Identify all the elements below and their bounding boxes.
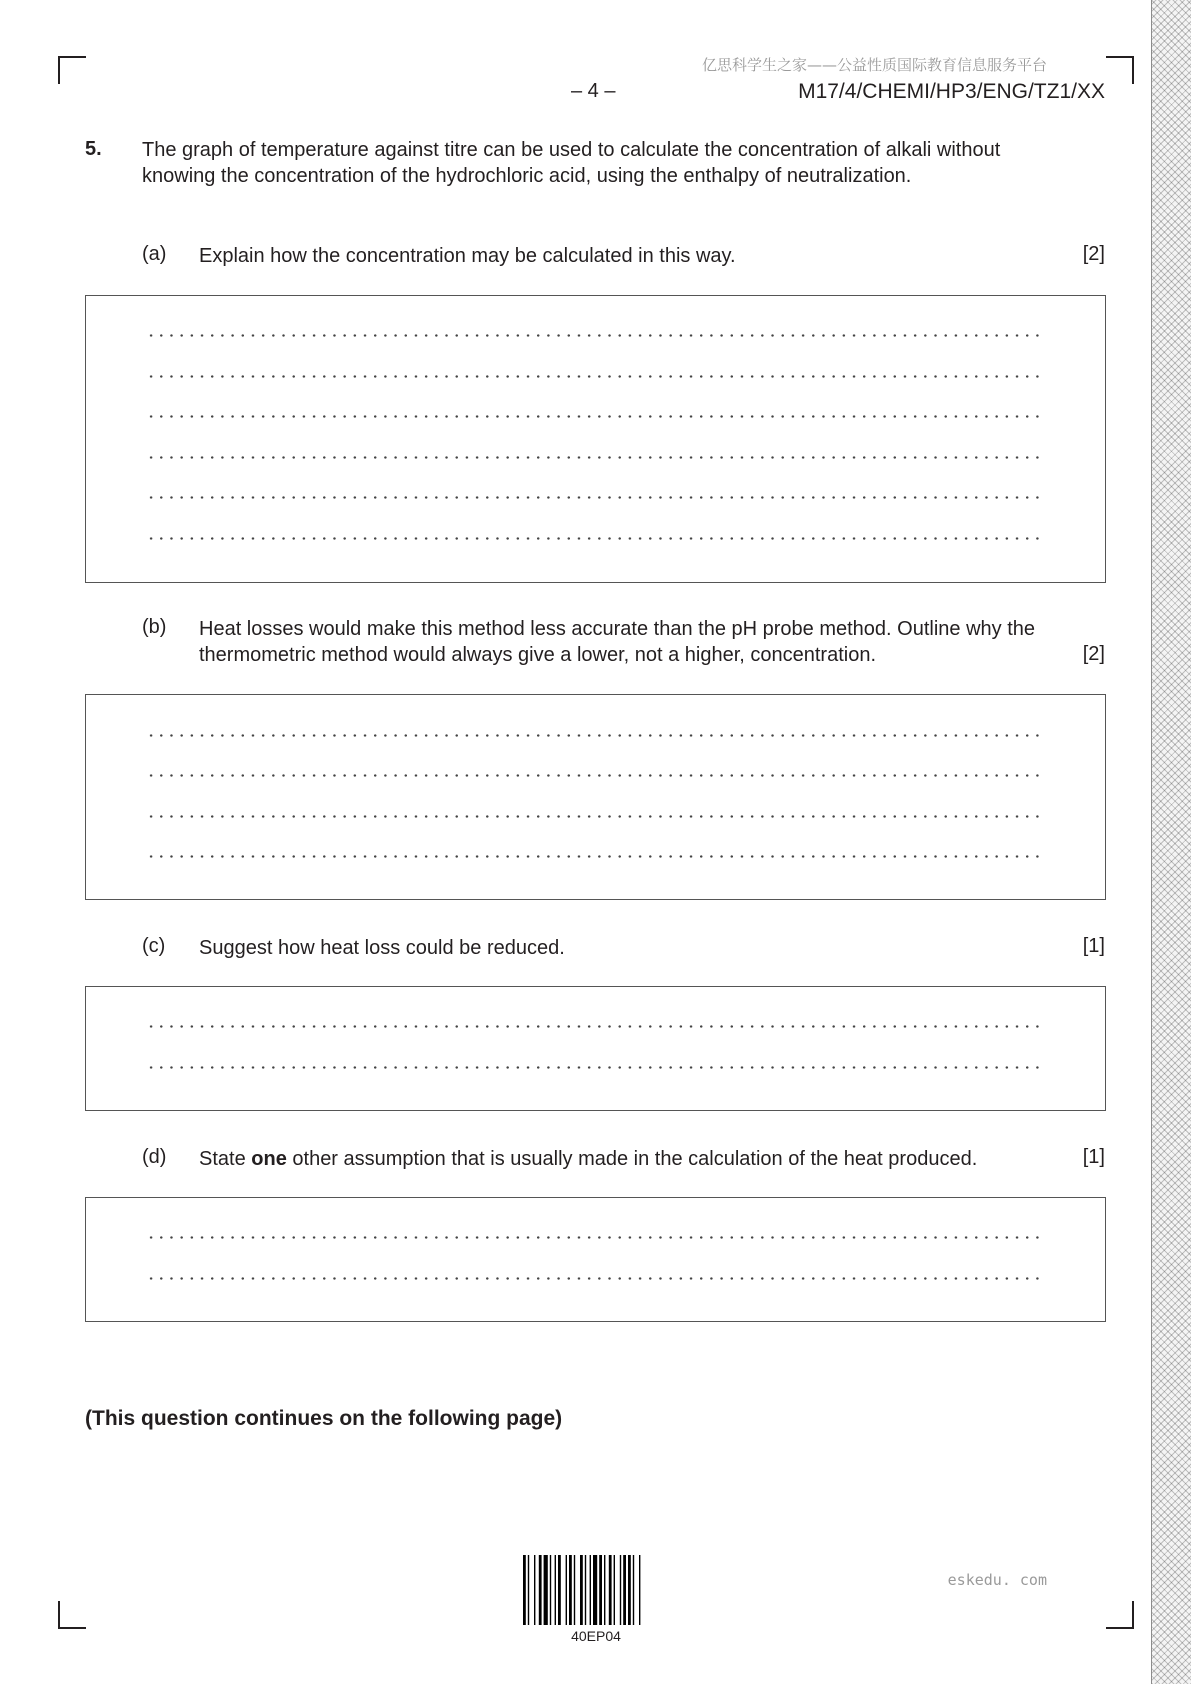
barcode-bar <box>574 1555 575 1625</box>
page-number: – 4 – <box>571 80 616 102</box>
barcode-bar <box>534 1555 535 1625</box>
part-d-label: (d) <box>142 1146 167 1168</box>
header-watermark: 亿思科学生之家——公益性质国际教育信息服务平台 <box>701 56 1047 74</box>
barcode-icon <box>523 1555 669 1625</box>
barcode-bar <box>566 1555 567 1625</box>
barcode-bar <box>609 1555 612 1625</box>
barcode-bar <box>550 1555 551 1625</box>
crop-mark-top-right <box>1106 56 1134 84</box>
crop-mark-top-left <box>58 56 86 84</box>
answer-line <box>146 375 1046 378</box>
barcode-text: 40EP04 <box>571 1628 621 1644</box>
barcode-bar <box>523 1555 526 1625</box>
binding-margin-pattern <box>1151 0 1191 1684</box>
answer-line <box>146 456 1046 459</box>
barcode-bar <box>623 1555 626 1625</box>
answer-line <box>146 1066 1046 1069</box>
part-a-label: (a) <box>142 243 167 265</box>
part-d-text-end: other assumption that is usually made in the calculation of the heat produced. <box>286 1148 978 1170</box>
part-c-answer-box[interactable] <box>85 986 1106 1111</box>
barcode-bar <box>558 1555 561 1625</box>
answer-line <box>146 496 1046 499</box>
paper-code: M17/4/CHEMI/HP3/ENG/TZ1/XX <box>798 80 1105 103</box>
answer-line <box>146 734 1046 737</box>
barcode-bar <box>628 1555 631 1625</box>
question-number: 5. <box>85 138 102 160</box>
barcode-bar <box>585 1555 586 1625</box>
part-a-answer-box[interactable] <box>85 295 1106 583</box>
part-d-text <box>199 1146 1059 1172</box>
answer-line <box>146 1277 1046 1280</box>
part-c-marks: [1] <box>1082 935 1105 957</box>
barcode-bar <box>599 1555 602 1625</box>
part-c-label: (c) <box>142 935 166 957</box>
barcode-bar <box>580 1555 583 1625</box>
barcode-bar <box>528 1555 529 1625</box>
part-d-text-start: State <box>199 1148 252 1170</box>
answer-line <box>146 855 1046 858</box>
answer-line <box>146 1236 1046 1239</box>
footer-watermark: eskedu. com <box>947 1571 1047 1589</box>
barcode-bar <box>604 1555 605 1625</box>
barcode-bar <box>569 1555 572 1625</box>
part-b-answer-box[interactable] <box>85 694 1106 900</box>
barcode-bar <box>614 1555 615 1625</box>
barcode-bar <box>639 1555 640 1625</box>
answer-line <box>146 334 1046 337</box>
part-b-label: (b) <box>142 616 167 638</box>
answer-line <box>146 774 1046 777</box>
crop-mark-bottom-left <box>58 1601 86 1629</box>
part-a-text: Explain how the concentration may be calculated in this way. <box>199 245 736 267</box>
barcode-bar <box>590 1555 591 1625</box>
part-b-text: Heat losses would make this method less accurate than the pH probe method. Outline why the thermometric method would always give a lower, not a higher, concentration. <box>199 618 1036 666</box>
barcode-bar <box>555 1555 556 1625</box>
part-d-marks: [1] <box>1082 1146 1105 1168</box>
answer-line <box>146 1025 1046 1028</box>
part-b-marks: [2] <box>1082 643 1105 665</box>
continues-note: (This question continues on the following page) <box>85 1407 563 1430</box>
answer-line <box>146 537 1046 540</box>
answer-line <box>146 815 1046 818</box>
part-d-text-emphasis: one <box>251 1148 287 1170</box>
barcode-bar <box>593 1555 597 1625</box>
part-c-text: Suggest how heat loss could be reduced. <box>199 937 565 959</box>
part-d-answer-box[interactable] <box>85 1197 1106 1322</box>
barcode-bar <box>633 1555 634 1625</box>
barcode-bar <box>539 1555 542 1625</box>
question-text: The graph of temperature against titre can be used to calculate the concentration of alkali without knowing the concentration of the hydrochloric acid, using the enthalpy of neutralization. <box>142 139 1001 187</box>
crop-mark-bottom-right <box>1106 1601 1134 1629</box>
barcode-bar <box>620 1555 621 1625</box>
answer-line <box>146 415 1046 418</box>
barcode-bar <box>544 1555 548 1625</box>
part-a-marks: [2] <box>1082 243 1105 265</box>
